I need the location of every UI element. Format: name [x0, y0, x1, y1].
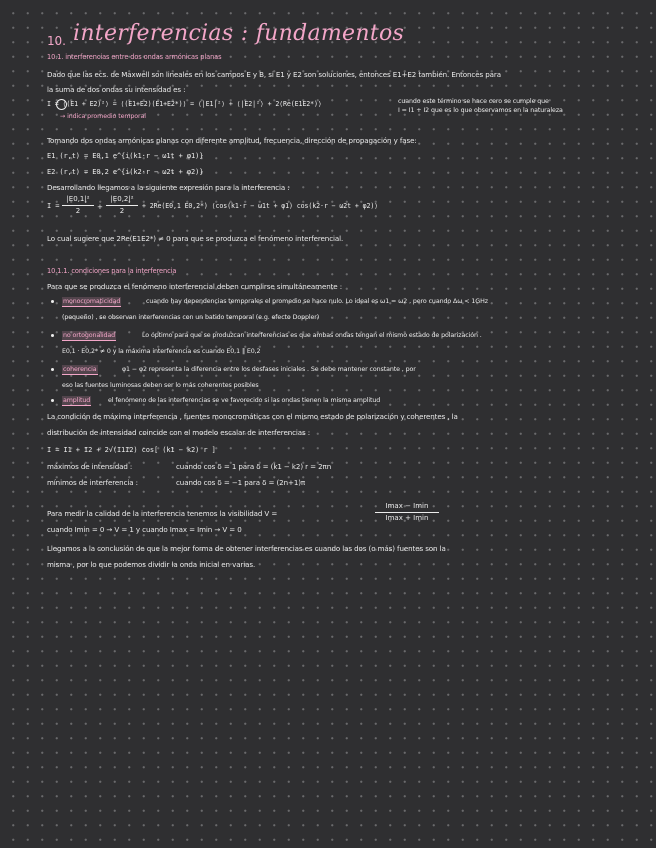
label-monochromaticity: monocromaticidad — [63, 298, 121, 305]
label-amplitude: amplitud — [63, 397, 91, 404]
fraction-1-numerator: |E0,1|² — [66, 195, 90, 203]
equation-e2: E2 (r,t) = E0,2 e^{i(k2·r − ω2t + φ2)} — [47, 168, 204, 176]
equation-interference-rhs: + 2Re(E0,1 E0,2*) ⟨cos(k1·r − ω1t + φ1) cos(k2·r − ω2t + φ2)⟩ — [142, 202, 379, 210]
title-number: 10. — [47, 34, 66, 48]
text-monochromaticity-2: (pequeño) , se observan interferencias con un batido temporal (e.g. efecto Doppler) — [62, 314, 320, 321]
section-heading-10-1: 10.1. interferencias entre dos ondas armónicas planas — [47, 53, 222, 61]
condition-min-interference: cuando cos δ = −1 para δ = (2n+1)π — [176, 478, 306, 487]
text-coherence: φ1 − φ2 representa la diferencia entre los desfases iniciales . Se debe mantener constante , por — [122, 366, 416, 373]
fraction-2-numerator: |E0,2|² — [110, 195, 134, 203]
visibility-fraction-line — [375, 512, 439, 513]
paragraph-conditions-intro: Para que se produzca el fenómeno interferencial deben cumplirse simultáneamente : — [47, 282, 343, 291]
equation-side-note-2: I = I1 + I2 que es lo que observamos en la naturaleza — [398, 107, 563, 114]
label-max-intensity: máximos de intensidad : — [47, 462, 133, 471]
paragraph-visibility-cases: cuando Imin = 0 → V = 1 y cuando Imax = Imin → V = 0 — [47, 525, 242, 534]
bullet-dot — [51, 368, 54, 371]
circled-mark — [56, 99, 67, 110]
paragraph-condition: Lo cual sugiere que 2Re(E1E2*) ≠ 0 para que se produzca el fenómeno interferencial. — [47, 234, 344, 243]
label-coherence: coherencia — [63, 366, 97, 373]
paragraph-max-interference: La condición de máxima interferencia , fuentes monocromáticas con el mismo estado de polarización y coherentes , la — [47, 412, 458, 421]
fraction-2-line — [106, 205, 138, 206]
label-min-interference: mínimos de interferencia : — [47, 478, 138, 487]
page-title: interferencias : fundamentos — [73, 21, 405, 46]
bullet-dot — [51, 399, 54, 402]
bullet-dot — [51, 300, 54, 303]
visibility-denominator: Imax + Imin — [385, 514, 429, 522]
equation-side-note-1: cuando este término se hace cero se cumple que — [398, 98, 549, 105]
paragraph-scalar-model: distribución de intensidad coincide con el modelo escalar de interferencias : — [47, 428, 311, 437]
equation-e1: E1 (r,t) = E0,1 e^{i(k1·r − ω1t + φ1)} — [47, 152, 204, 160]
paragraph-conclusion: Llegamos a la conclusión de que la mejor forma de obtener interferencias es cuando las dos (o más) fuentes son la — [47, 544, 446, 553]
text-monochromaticity: cuando hay dependencias temporales el promedio se hace nulo. Lo ideal es ω1 = ω2 , pero cuando Δω < 1GHz — [146, 298, 488, 305]
fraction-2-denominator: 2 — [119, 207, 125, 215]
equation-intensity: I = ⟨(E1 + E2)²⟩ = ⟨(E1+E2)(E1+E2*)⟩ = ⟨|E1|²⟩ + ⟨|E2|²⟩ + 2⟨Re(E1E2*)⟩ — [47, 100, 322, 108]
label-non-orthogonality: no ortogonalidad — [63, 332, 116, 339]
condition-max-intensity: cuando cos δ = 1 para δ = (k1 − k2) r = 2πn — [176, 462, 332, 471]
paragraph-visibility: Para medir la calidad de la interferencia tenemos la visibilidad V = — [47, 509, 278, 518]
equation-scalar: I = I1 + I2 + 2√(I1I2) cos[ (k1 − k2) r ] — [47, 446, 216, 454]
plus-sign: + — [97, 202, 103, 211]
paragraph-plane-waves: Tomando dos ondas armónicas planas con diferente amplitud, frecuencia, dirección de propagación y fase: — [47, 136, 417, 145]
visibility-numerator: Imax − Imin — [385, 502, 429, 510]
paragraph-develop: Desarrollando llegamos a la siguiente expresión para la interferencia : — [47, 183, 290, 192]
text-coherence-2: eso las fuentes luminosas deben ser lo más coherentes posibles — [62, 382, 259, 389]
text-non-orthogonality: Lo óptimo para que se produzcan interferencias es que ambas ondas tengan el mismo estado de polarización . — [142, 332, 482, 339]
equation-note: → indica promedio temporal — [60, 113, 146, 120]
paragraph-conclusion-2: misma , por lo que podemos dividir la onda inicial en varias. — [47, 560, 256, 569]
text-amplitude: el fenómeno de las interferencias se ve favorecido si las ondas tienen la misma amplitud — [108, 397, 381, 404]
text-non-orthogonality-2: E0,1 · E0,2* ≠ 0 y la máxima interferencia es cuando E0,1 ∥ E0,2 — [62, 348, 261, 355]
section-heading-10-1-1: 10.1.1. condiciones para la interferencia — [47, 267, 177, 275]
bullet-dot — [51, 334, 54, 337]
fraction-1-denominator: 2 — [75, 207, 81, 215]
equation-interference-lhs: I = — [47, 202, 60, 210]
paragraph-maxwell: Dado que las ecs. de Maxwell son lineales en los campos E y B, si E1 y E2 son soluciones, entonces E1+E2 también. Entonces para — [47, 70, 501, 79]
paragraph-sum: la suma de dos ondas su intensidad es : — [47, 85, 186, 94]
fraction-1-line — [62, 205, 94, 206]
